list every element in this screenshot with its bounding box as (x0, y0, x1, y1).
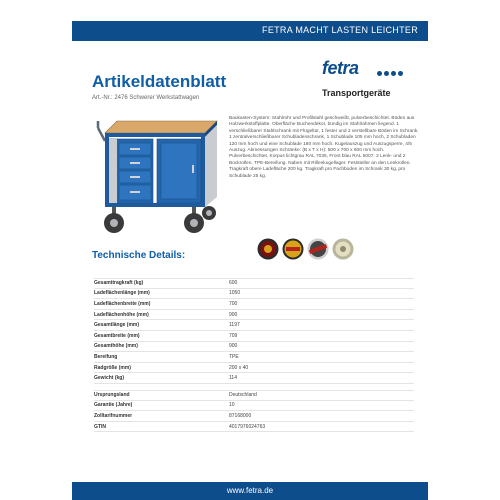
article-number: Art.-Nr.: 2476 Schwerer Werkstattwagen (92, 95, 200, 101)
spec-value: 600 (229, 280, 238, 287)
slogan: FETRA MACHT LASTEN LEICHTER (262, 25, 418, 35)
product-image (95, 113, 220, 243)
header-bar (72, 21, 428, 41)
origin-label: Garantie (Jahre) (94, 402, 133, 409)
logo-dots (377, 71, 403, 76)
warranty-badge-icon (282, 238, 304, 260)
origin-row (94, 422, 414, 433)
origin-label: GTIN (94, 423, 106, 430)
product-description: Baukasten-System: Stahlrohr und Profilstahl geschweißt, pulverbeschichtet. Böden aus Holzwerkstoffplatte. Oberfläche Buchendekor, bündig im Stahlrahmen liegend. 1 verschließbarer Stahlschrank mit Flügeltür, 1 fester und 2 verstellbare Böden im Schrank. 1 zentralverschließbarer Schubladenschrank, 1 Schublade 105 mm hoch, 2 Schubladen 120 mm hoch und eine Schublade 180 mm hoch. Kugelauszug und Auszugsperre, 4/5 Auszug. Abmessungen Schränke: (B x T x H): 500 x 700 x 600 mm hoch. Pulverbeschichtet, Korpus lichtgrau RAL 7035, Front blau RAL 5007. 2 Lenk- und 2 Bockrollen. TPE-Bereifung. Naben mit Rillenkugellager. Feststeller an den Lenkrollen. Tragkraft obere Ladefläche 200 kg. Tragkraft pro Fachboden im Schrank 30 kg, pro Schublade 25 kg. (229, 116, 419, 179)
origin-label: Zolltarifnummer (94, 412, 133, 419)
spec-row (94, 278, 414, 289)
spec-label: Ladeflächenhöhe (mm) (94, 311, 149, 318)
origin-value: 87168000 (229, 412, 252, 419)
spec-value: 1197 (229, 322, 240, 329)
spec-value: 200 x 40 (229, 364, 249, 371)
spec-row (94, 310, 414, 321)
fetra-logo (322, 58, 412, 84)
spec-row (94, 320, 414, 331)
spec-label: Radgröße (mm) (94, 364, 131, 371)
spec-value: 700 (229, 300, 238, 307)
spec-label: Ladeflächenlänge (mm) (94, 290, 150, 297)
spec-row (94, 299, 414, 310)
spec-row (94, 331, 414, 342)
spec-label: Gesamttragkraft (kg) (94, 280, 144, 287)
spec-row (94, 289, 414, 300)
spec-label: Bereifung (94, 353, 118, 360)
spec-table (94, 278, 414, 432)
page-title: Artikeldatenblatt (92, 72, 227, 91)
origin-value: Deutschland (229, 392, 257, 399)
spec-row (94, 342, 414, 353)
origin-value: 4017976024763 (229, 423, 266, 430)
spec-value: 900 (229, 343, 238, 350)
spec-value: TPE (229, 353, 239, 360)
origin-row (94, 411, 414, 422)
spec-label: Gesamtbreite (mm) (94, 332, 140, 339)
spec-row (94, 363, 414, 374)
spec-value: 709 (229, 332, 238, 339)
spec-row (94, 352, 414, 363)
spec-value: 114 (229, 375, 237, 382)
badge-row (257, 238, 354, 260)
origin-row (94, 390, 414, 401)
spec-label: Ladeflächenbreite (mm) (94, 300, 151, 307)
rix-badge-icon (332, 238, 354, 260)
footer-url[interactable]: www.fetra.de (226, 486, 274, 495)
section-title: Technische Details: (92, 250, 186, 261)
spec-value: 900 (229, 311, 238, 318)
spec-label: Gewicht (kg) (94, 375, 125, 382)
page-header (0, 0, 500, 70)
origin-row (94, 401, 414, 412)
spec-label: Gesamthöhe (mm) (94, 343, 138, 350)
totalstop-badge-icon (307, 238, 329, 260)
origin-value: 10 (229, 402, 235, 409)
footer-bar (72, 482, 428, 500)
quality-badge-icon (257, 238, 279, 260)
spec-label: Gesamtlänge (mm) (94, 322, 140, 329)
origin-label: Ursprungsland (94, 392, 130, 399)
spec-row (94, 373, 414, 384)
brand-subtitle: Transportgeräte (322, 88, 391, 98)
spec-value: 1050 (229, 290, 241, 297)
logo-text: fetra (322, 58, 359, 78)
